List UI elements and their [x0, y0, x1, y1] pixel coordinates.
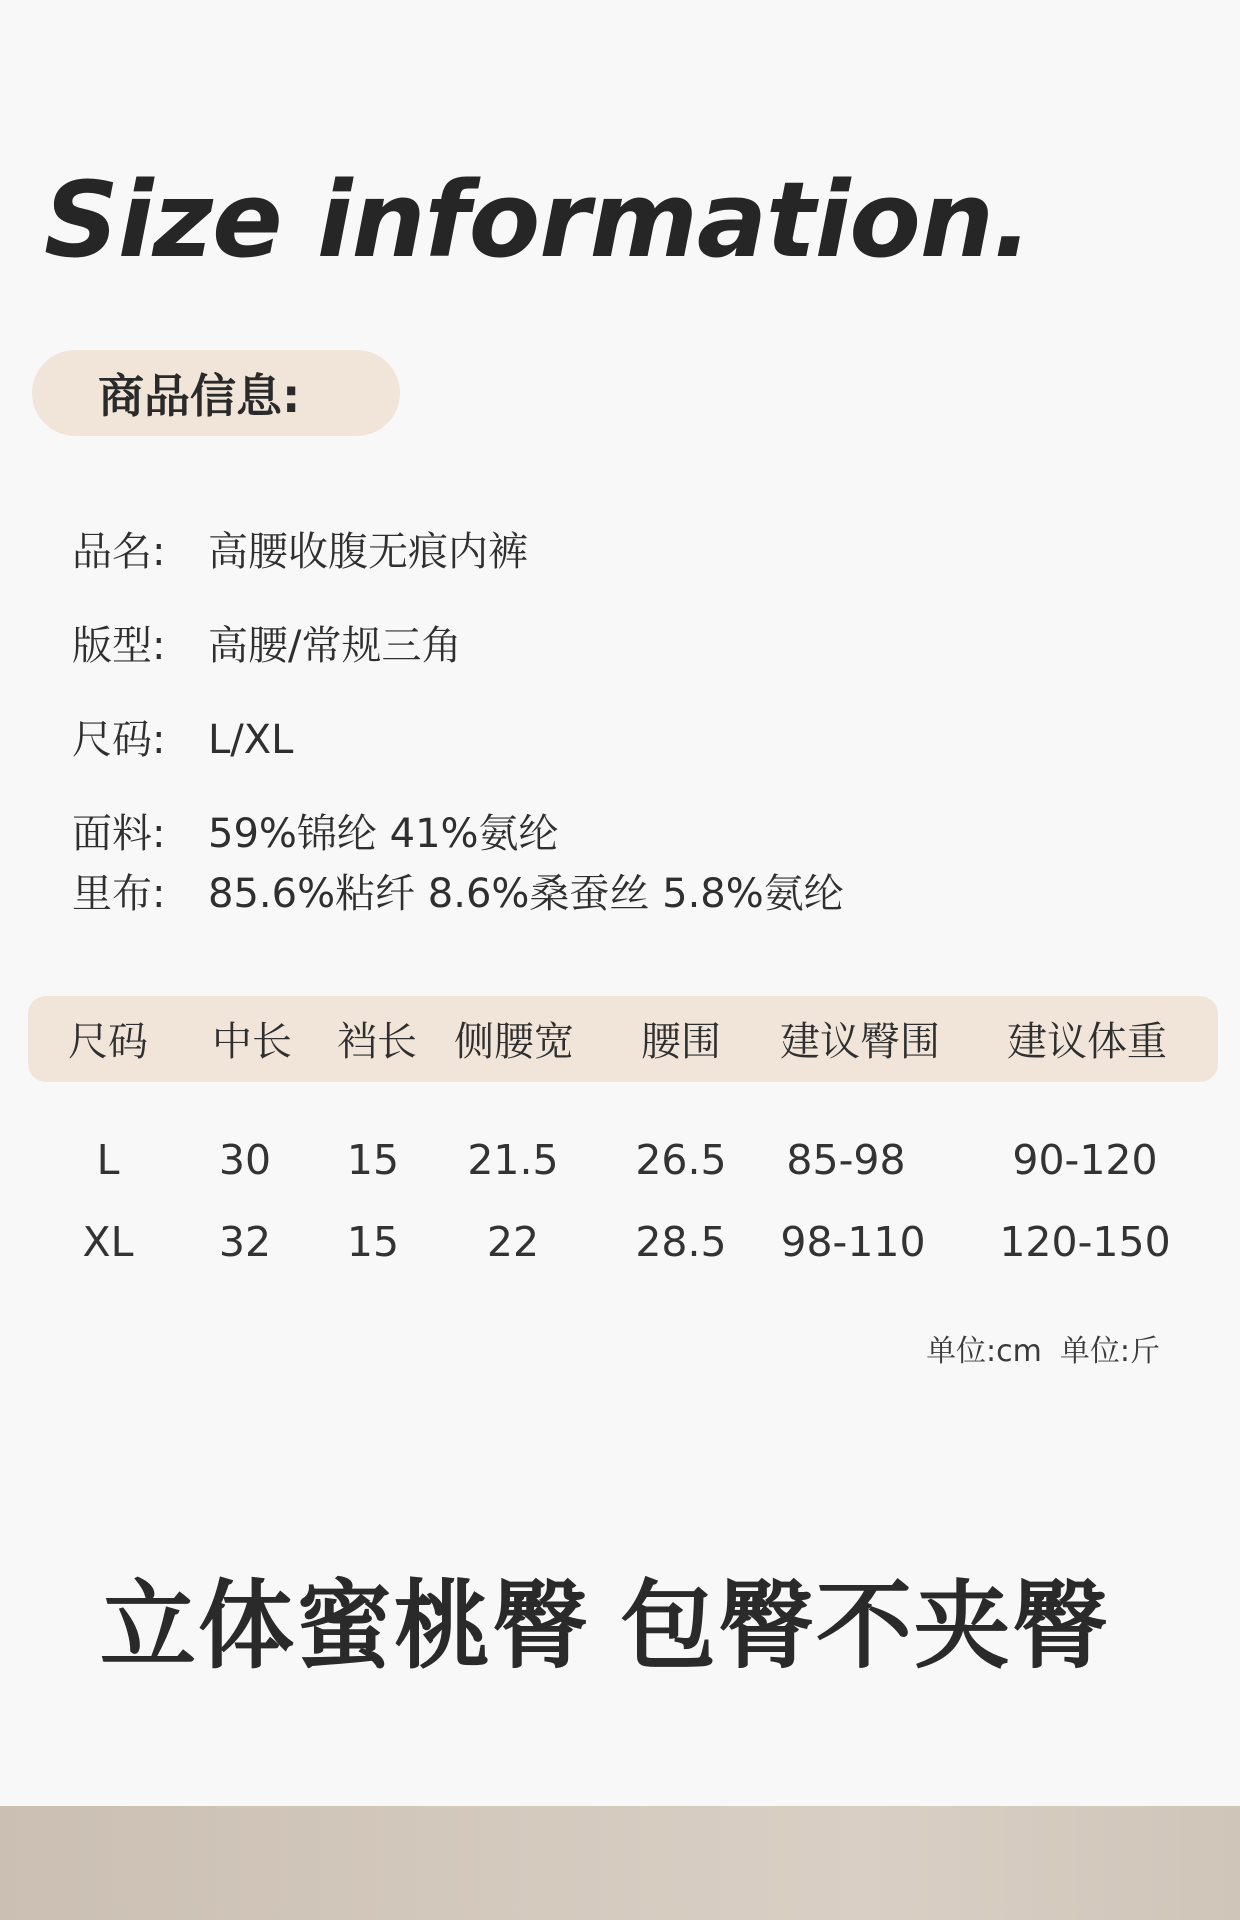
unit-length: 单位:cm	[926, 1334, 1042, 1369]
section-label-product-info: 商品信息:	[32, 350, 400, 436]
info-value: L/XL	[208, 717, 294, 763]
info-value: 高腰收腹无痕内裤	[208, 529, 528, 575]
size-table-cell: 90-120	[1012, 1136, 1158, 1184]
size-table-header: 中长	[212, 1019, 292, 1065]
info-row-fit	[72, 623, 462, 669]
size-table-header: 建议体重	[1007, 1019, 1167, 1065]
size-table-cell: 26.5	[635, 1136, 727, 1184]
size-table-cell: 30	[218, 1136, 272, 1184]
size-table-cell: 15	[346, 1218, 400, 1266]
size-table-header: 侧腰宽	[454, 1019, 574, 1065]
page-title: Size information.	[44, 159, 1032, 281]
size-table-cell: 32	[218, 1218, 272, 1266]
info-row-name	[72, 529, 528, 575]
size-table-header: 尺码	[68, 1019, 148, 1065]
info-row-lining	[72, 871, 844, 917]
size-table-header: 裆长	[337, 1019, 417, 1065]
size-table-cell: 120-150	[999, 1218, 1171, 1266]
info-value: 高腰/常规三角	[208, 623, 462, 669]
size-table-cell: 21.5	[467, 1136, 559, 1184]
size-table-cell: 22	[486, 1218, 540, 1266]
info-row-size	[72, 717, 294, 763]
info-key: 品名:	[72, 529, 166, 575]
info-key: 面料:	[72, 811, 166, 857]
size-table-header: 腰围	[641, 1019, 721, 1065]
info-value: 85.6%粘纤 8.6%桑蚕丝 5.8%氨纶	[208, 871, 844, 917]
size-table-header: 建议臀围	[780, 1019, 940, 1065]
info-key: 尺码:	[72, 717, 166, 763]
slogan-part: 包臀不夹臀	[620, 1570, 1110, 1682]
info-row-fabric	[72, 811, 559, 857]
size-table-cell: 28.5	[635, 1218, 727, 1266]
size-table-cell: 15	[346, 1136, 400, 1184]
info-key: 版型:	[72, 623, 166, 669]
size-table-cell: XL	[82, 1218, 134, 1266]
size-table-cell: L	[96, 1136, 120, 1184]
slogan-part: 立体蜜桃臀	[100, 1570, 590, 1682]
unit-weight: 单位:斤	[1059, 1334, 1160, 1369]
product-photo-edge	[0, 1806, 1240, 1920]
info-key: 里布:	[72, 871, 166, 917]
info-value: 59%锦纶 41%氨纶	[208, 811, 559, 857]
size-table-cell: 98-110	[780, 1218, 926, 1266]
size-table-cell: 85-98	[786, 1136, 906, 1184]
unit-note	[926, 1326, 1160, 1370]
slogan	[100, 1570, 1110, 1682]
